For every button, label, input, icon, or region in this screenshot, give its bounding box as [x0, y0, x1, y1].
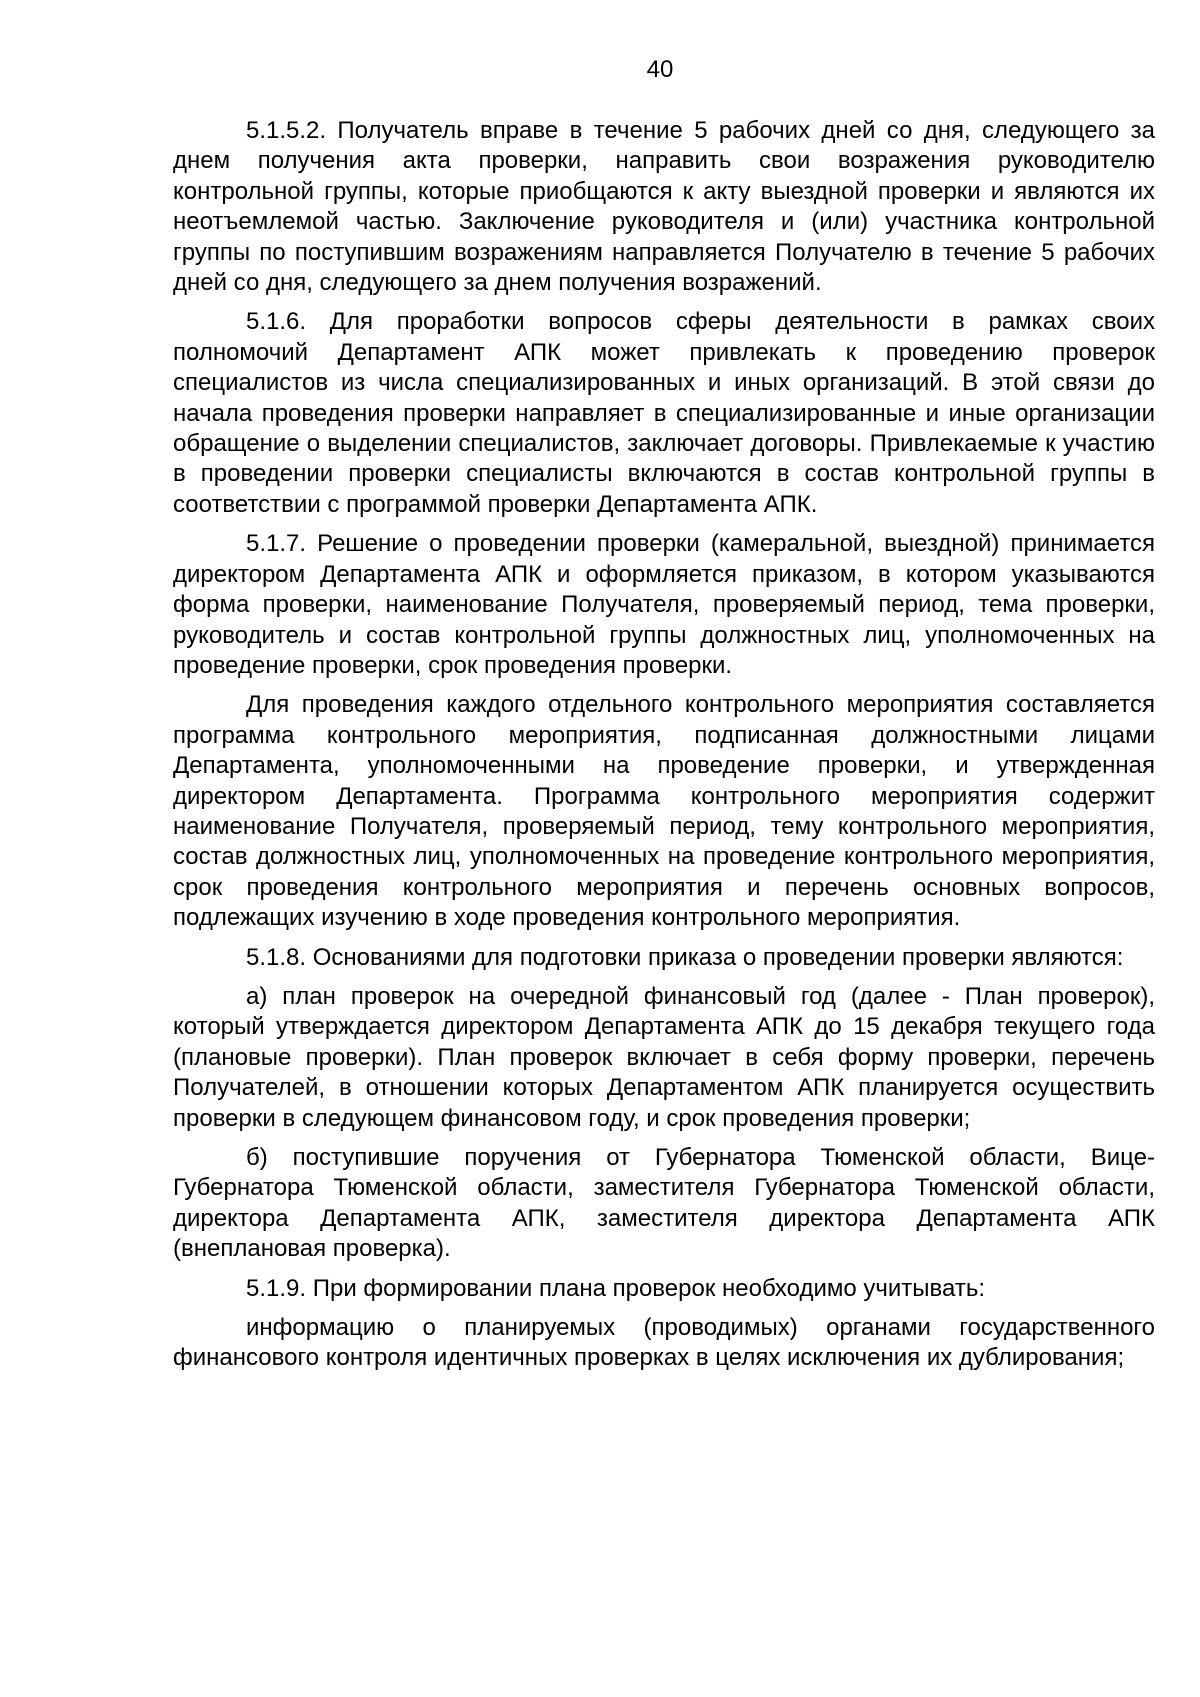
paragraph-5-1-7: 5.1.7. Решение о проведении проверки (камеральной, выездной) принимается директором Департамента АПК и оформляется приказом, в котором указываются форма проверки, наименование Получателя, проверяемый период, тема проверки, руководитель и состав контрольной группы должностных лиц, уполномоченных на проведение проверки, срок проведения проверки. — [173, 530, 1155, 679]
document-body — [173, 116, 1155, 1374]
paragraph-5-1-6: 5.1.6. Для проработки вопросов сферы деятельности в рамках своих полномочий Департамент АПК может привлекать к проведению проверок специалистов из числа специализированных и иных организаций. В этой связи до начала проведения проверки направляет в специализированные и иные организации обращение о выделении специалистов, заключает договоры. Привлекаемые к участию в проведении проверки специалисты включаются в состав контрольной группы в соответствии с программой проверки Департамента АПК. — [173, 308, 1155, 518]
paragraph-5-1-5-2: 5.1.5.2. Получатель вправе в течение 5 рабочих дней со дня, следующего за днем получения акта проверки, направить свои возражения руководителю контрольной группы, которые приобщаются к акту выездной проверки и являются их неотъемлемой частью. Заключение руководителя и (или) участника контрольной группы по поступившим возражениям направляется Получателю в течение 5 рабочих дней со дня, следующего за днем получения возражений. — [173, 117, 1155, 297]
paragraph-5-1-9: 5.1.9. При формировании плана проверок необходимо учитывать: — [246, 1274, 985, 1302]
paragraph-information: информацию о планируемых (проводимых) органами государственного финансового контроля идентичных проверках в целях исключения их дублирования; — [173, 1314, 1155, 1372]
page-number: 40 — [646, 56, 674, 83]
paragraph-item-b: б) поступившие поручения от Губернатора Тюменской области, Вице-Губернатора Тюменской области, заместителя Губернатора Тюменской области, директора Департамента АПК, заместителя директора Департамента АПК (внеплановая проверка). — [173, 1144, 1155, 1263]
paragraph-item-a: а) план проверок на очередной финансовый год (далее - План проверок), который утверждается директором Департамента АПК до 15 декабря текущего года (плановые проверки). План проверок включает в себя форму проверки, перечень Получателей, в отношении которых Департаментом АПК планируется осуществить проверки в следующем финансовом году, и срок проведения проверки; — [173, 982, 1155, 1132]
paragraph-5-1-8: 5.1.8. Основаниями для подготовки приказа о проведении проверки являются: — [246, 943, 1124, 971]
paragraph-control-program: Для проведения каждого отдельного контрольного мероприятия составляется программа контрольного мероприятия, подписанная должностными лицами Департамента, уполномоченными на проведение проверки, и утвержденная директором Департамента. Программа контрольного мероприятия содержит наименование Получателя, проверяемый период, тему контрольного мероприятия, состав должностных лиц, уполномоченных на проведение контрольного мероприятия, срок проведения контрольного мероприятия и перечень основных вопросов, подлежащих изучению в ходе проведения контрольного мероприятия. — [173, 691, 1155, 932]
